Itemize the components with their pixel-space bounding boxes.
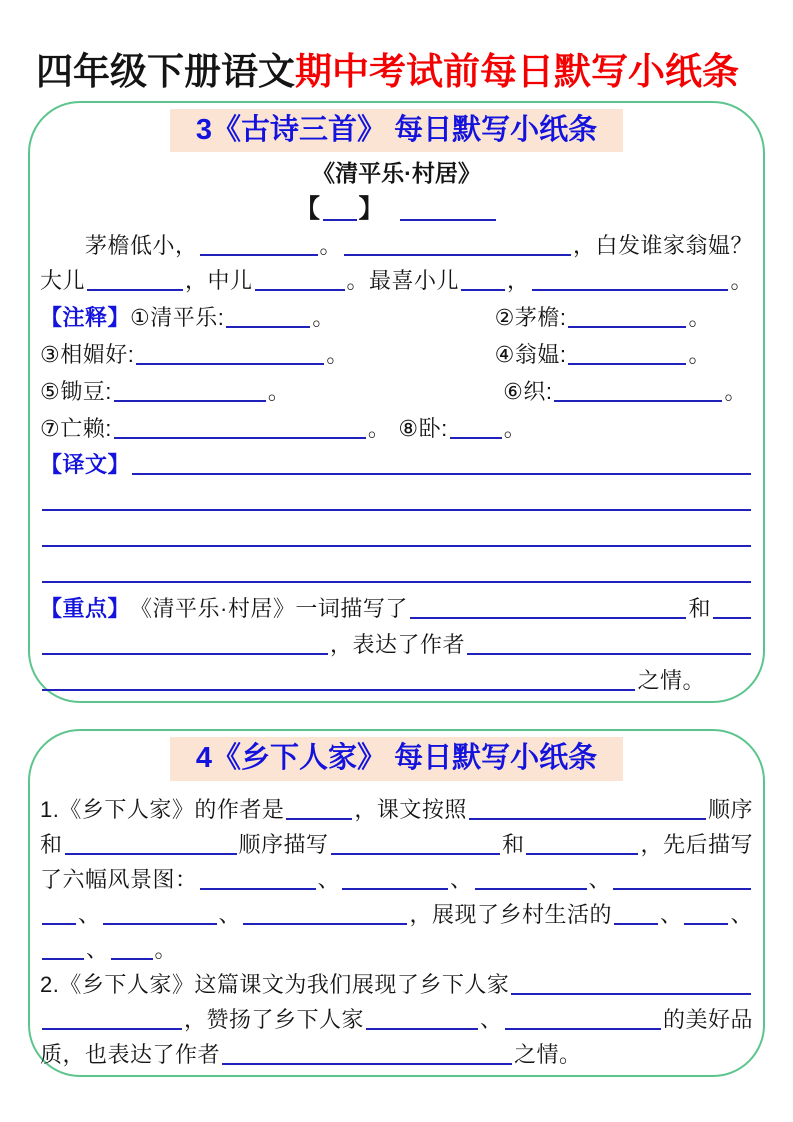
text-run: ④翁媪: xyxy=(494,342,567,368)
question-1 xyxy=(40,787,753,962)
blank-underline xyxy=(42,485,751,511)
poem-title: 《清平乐·村居》 xyxy=(312,160,481,187)
text-run: 、 xyxy=(588,866,612,892)
blank-underline xyxy=(613,864,751,890)
text-run: ⑤锄豆: xyxy=(40,379,112,405)
notes-section xyxy=(40,293,753,441)
blank-underline xyxy=(467,629,751,655)
text-run: 、 xyxy=(86,936,109,962)
text-run: 。 xyxy=(312,305,335,331)
text-run: 。 xyxy=(503,416,527,442)
text-run: ，白发谁家翁媪？ xyxy=(572,233,753,259)
blank-underline xyxy=(114,376,266,402)
text-run: ①清平乐: xyxy=(130,305,225,331)
blank-underline xyxy=(461,265,505,291)
text-run: ②茅檐: xyxy=(494,305,567,331)
blank-underline xyxy=(42,557,751,583)
text-run: 和 xyxy=(688,596,711,622)
text-run: ，赞扬了乡下人家 xyxy=(184,1006,365,1032)
blank-underline xyxy=(42,629,328,655)
text-run: 之情。 xyxy=(637,668,705,694)
blank-underline xyxy=(505,1004,661,1030)
blank-underline xyxy=(111,934,153,960)
blank-underline xyxy=(286,794,352,820)
blank-underline xyxy=(42,899,76,925)
blank-underline xyxy=(87,265,183,291)
text-run: ，展现了乡村生活的 xyxy=(409,901,612,927)
blank-underline xyxy=(568,339,686,365)
translation-section xyxy=(40,441,753,585)
blank-underline xyxy=(42,521,751,547)
worksheet-line xyxy=(40,293,753,330)
text-run: 顺序 xyxy=(707,796,753,822)
text-run: 之情。 xyxy=(514,1041,582,1067)
text-run: 】 xyxy=(358,194,385,223)
worksheet-line xyxy=(40,822,753,857)
worksheet-line xyxy=(40,997,753,1032)
worksheet-line xyxy=(40,621,753,657)
text-run: 1.《乡下人家》的作者是 xyxy=(40,796,285,822)
text-run: 和 xyxy=(501,831,525,857)
text-run: 。最喜小儿 xyxy=(346,268,460,294)
blank-underline xyxy=(554,376,722,402)
worksheet-line xyxy=(40,513,753,549)
worksheet-line xyxy=(40,367,753,404)
blank-underline xyxy=(469,794,706,820)
text-run: ⑥织: xyxy=(503,379,553,405)
blank-underline xyxy=(132,449,751,475)
blank-underline xyxy=(366,1004,478,1030)
text-run: ，中儿 xyxy=(185,268,253,294)
page-title-black: 四年级下册语文 xyxy=(36,51,295,92)
text-run: 《清平乐·村居》一词描写了 xyxy=(130,596,408,622)
blank-underline xyxy=(255,265,345,291)
page-title xyxy=(0,0,793,101)
worksheet-box-lesson4 xyxy=(28,729,765,1077)
keypoint-section xyxy=(40,585,753,693)
section-label: 【重点】 xyxy=(40,596,131,622)
blank-underline xyxy=(344,230,571,256)
blank-underline xyxy=(331,829,500,855)
section-header-lesson4: 4《乡下人家》 每日默写小纸条 xyxy=(170,737,623,781)
text-run: 。 xyxy=(688,342,711,368)
text-run: 顺序描写 xyxy=(238,831,329,857)
poem-lines xyxy=(40,223,753,293)
worksheet-line xyxy=(40,223,753,258)
blank-underline xyxy=(410,593,687,619)
worksheet-line xyxy=(40,330,753,367)
text-run: 。 xyxy=(730,268,753,294)
blank-underline xyxy=(323,195,357,221)
section-label: 【译文】 xyxy=(40,452,131,478)
blank-underline xyxy=(450,413,502,439)
text-run: ，课文按照 xyxy=(354,796,467,822)
text-run: 的美好品 xyxy=(662,1006,753,1032)
blank-underline xyxy=(614,899,658,925)
text-run: 。 xyxy=(267,379,291,405)
text-run: 。 xyxy=(688,305,711,331)
text-run: 、 xyxy=(78,901,101,927)
blank-underline xyxy=(684,899,728,925)
text-run: 茅檐低小， xyxy=(85,233,198,259)
blank-underline xyxy=(42,1004,182,1030)
blank-underline xyxy=(713,593,751,619)
blank-underline xyxy=(475,864,587,890)
text-run: ， xyxy=(507,268,530,294)
blank-underline xyxy=(114,413,366,439)
blank-underline xyxy=(400,195,496,221)
blank-underline xyxy=(103,899,217,925)
worksheet-line xyxy=(40,962,753,997)
question-2 xyxy=(40,962,753,1067)
blank-underline xyxy=(511,969,751,995)
text-run: 。 xyxy=(367,416,391,442)
blank-underline xyxy=(136,339,324,365)
blank-underline xyxy=(65,829,237,855)
worksheet-box-lesson3 xyxy=(28,101,765,704)
blank-underline xyxy=(200,230,318,256)
text-run: 、 xyxy=(480,1006,503,1032)
text-run: ③相媚好: xyxy=(40,342,135,368)
text-run: 、 xyxy=(218,901,242,927)
poem-author-line xyxy=(40,188,753,223)
worksheet-line xyxy=(40,1032,753,1067)
worksheet-line xyxy=(40,787,753,822)
blank-underline xyxy=(200,864,316,890)
blank-underline xyxy=(42,665,635,691)
worksheet-line xyxy=(40,549,753,585)
blank-underline xyxy=(42,934,84,960)
text-run: 。 xyxy=(154,936,178,962)
text-run: 、 xyxy=(317,866,341,892)
text-run: 【 xyxy=(294,194,321,223)
worksheet-line xyxy=(40,585,753,621)
text-run: 质，也表达了作者 xyxy=(40,1041,221,1067)
worksheet-line xyxy=(40,857,753,892)
worksheet-line xyxy=(40,258,753,293)
blank-underline xyxy=(243,899,407,925)
section-label: 【注释】 xyxy=(40,305,131,331)
blank-underline xyxy=(526,829,638,855)
blank-underline xyxy=(342,864,448,890)
text-run: 。 xyxy=(326,342,349,368)
text-run: 、 xyxy=(730,901,753,927)
worksheet-line xyxy=(40,441,753,477)
blank-underline xyxy=(568,302,686,328)
text-run: 。 xyxy=(724,379,747,405)
page-title-red: 期中考试前每日默写小纸条 xyxy=(295,51,739,92)
text-run: 、 xyxy=(450,866,473,892)
worksheet-line xyxy=(40,188,753,223)
text-run: 、 xyxy=(659,901,683,927)
text-run: 。 xyxy=(319,233,343,259)
blank-underline xyxy=(222,1039,512,1065)
text-run: 了六幅风景图： xyxy=(40,866,198,892)
section-header-lesson3: 3《古诗三首》 每日默写小纸条 xyxy=(170,109,623,153)
blank-underline xyxy=(226,302,310,328)
worksheet-line xyxy=(40,927,753,962)
worksheet-line xyxy=(40,657,753,693)
text-run: ，先后描写 xyxy=(640,831,753,857)
worksheet-line xyxy=(40,477,753,513)
blank-underline xyxy=(532,265,729,291)
text-run: 大儿 xyxy=(40,268,86,294)
text-run: 和 xyxy=(40,831,63,857)
text-run: 2.《乡下人家》这篇课文为我们展现了乡下人家 xyxy=(40,971,510,997)
worksheet-line xyxy=(40,892,753,927)
text-run: ，表达了作者 xyxy=(330,632,466,658)
text-run: ⑧卧: xyxy=(398,416,448,442)
worksheet-line xyxy=(40,404,753,441)
text-run: ⑦亡赖: xyxy=(40,416,112,442)
